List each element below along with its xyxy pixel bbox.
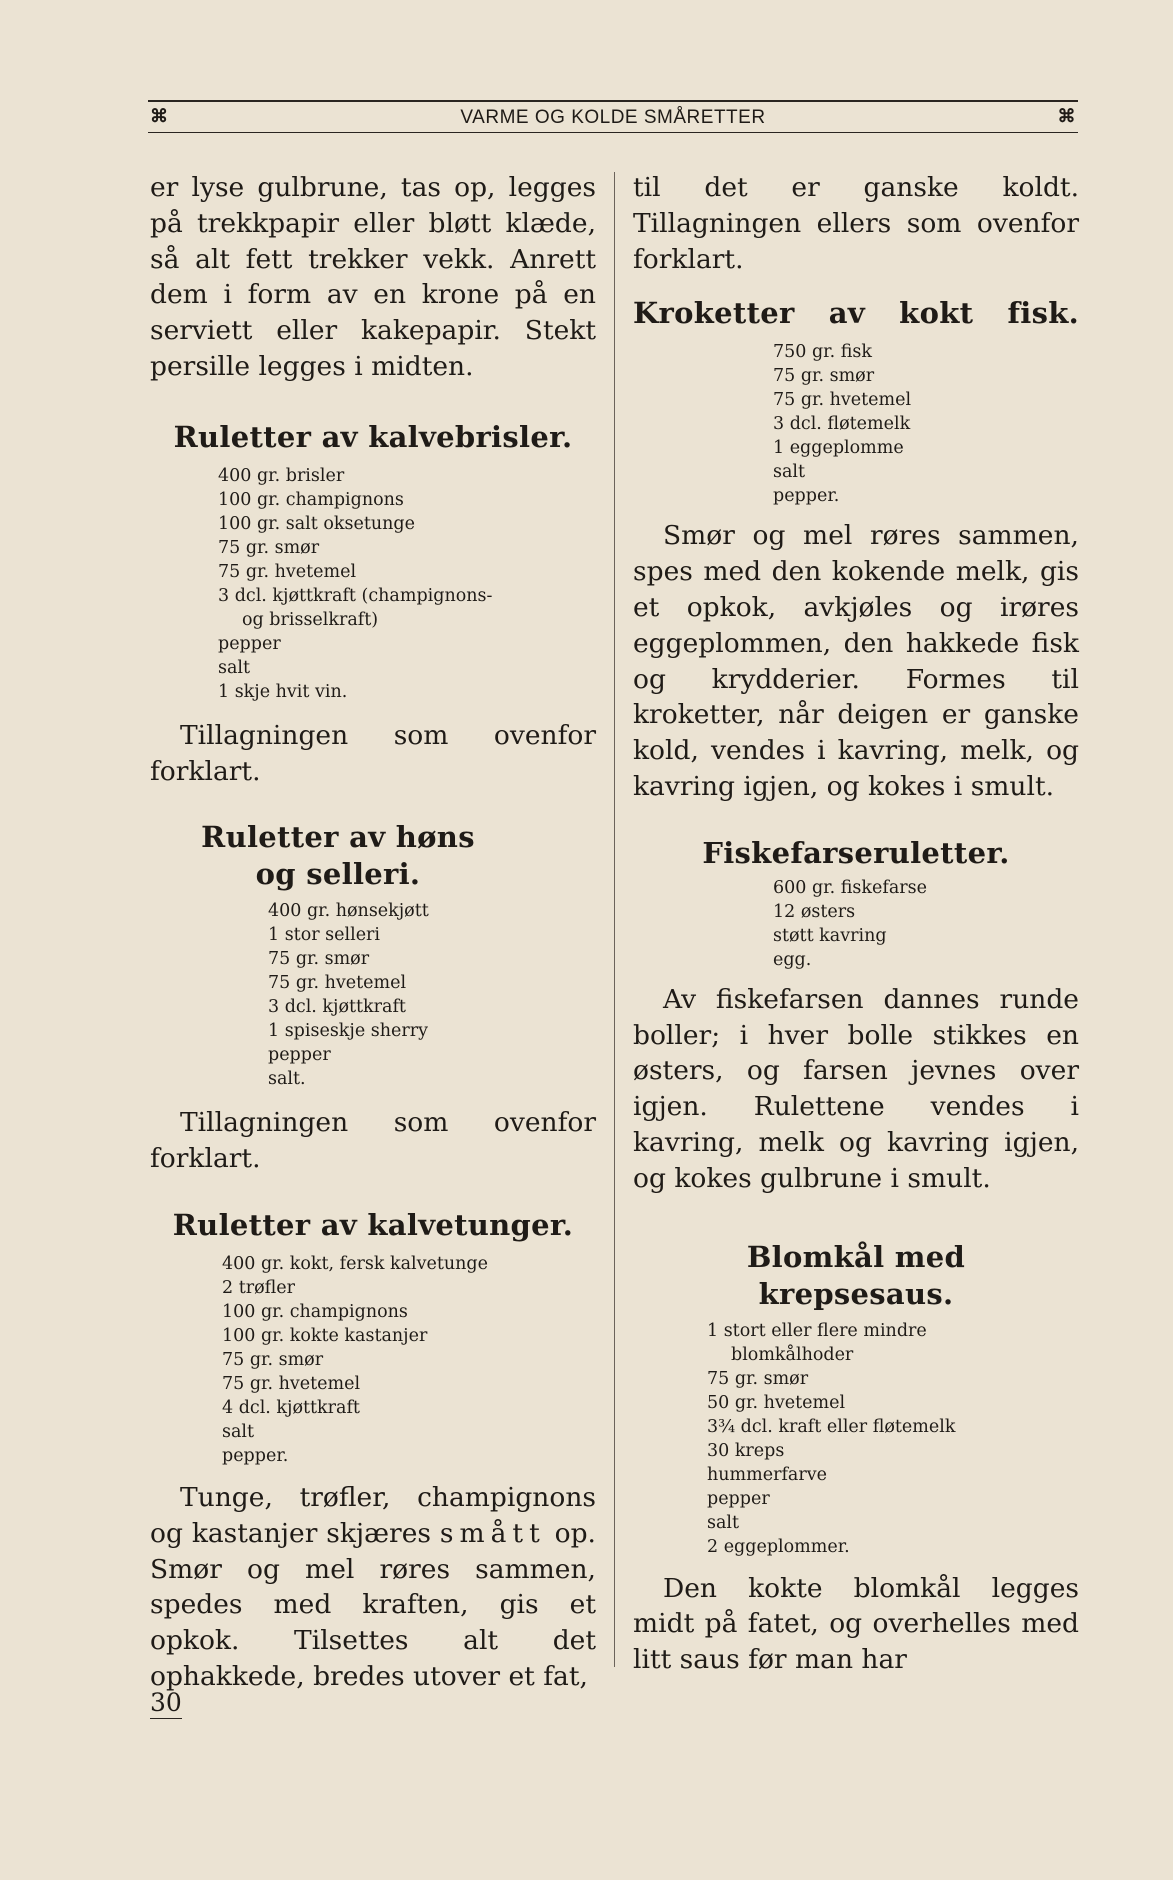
running-title: VARME OG KOLDE SMÅRETTER	[460, 107, 766, 128]
ingredient-item: 3¾ dcl. kraft eller fløtemelk	[707, 1416, 956, 1437]
recipe-title: Ruletter av høns og selleri.	[201, 820, 475, 892]
left-column	[150, 170, 596, 1695]
ingredient-item: 75 gr. hvetemel	[222, 1373, 361, 1394]
ingredient-item: pepper	[268, 1045, 331, 1066]
method-paragraph: Av fiskefarsen dannes runde boller; i hver bolle stikkes en østers, og farsen jevnes over igjen. Rulettene vendes i kavring, melk og kavring igjen, og kokes gulbrune i smult.	[633, 983, 1079, 1194]
ingredient-item: 100 gr. salt oksetunge	[218, 513, 415, 534]
ingredient-item: støtt kavring	[773, 925, 887, 946]
ingredient-item: 75 gr. smør	[773, 366, 875, 387]
ingredient-list	[268, 899, 596, 1091]
spaced-emphasis: smått	[439, 1517, 546, 1549]
ingredient-item: 75 gr. hvetemel	[218, 561, 357, 582]
recipe-title: Ruletter av kalvebrisler.	[173, 419, 573, 454]
ingredient-item: 75 gr. hvetemel	[773, 390, 912, 411]
recipe-title: Kroketter av kokt fisk.	[633, 296, 1079, 331]
ingredient-item: 3 dcl. fløtemelk	[773, 414, 911, 435]
column-divider	[614, 172, 615, 1667]
ingredient-item: 75 gr. hvetemel	[268, 973, 407, 994]
ingredient-item: 30 kreps	[707, 1440, 785, 1461]
ingredient-item: 75 gr. smør	[707, 1368, 809, 1389]
method-text: op. Smør og mel røres sammen, spedes med kraften, gis et opkok. Tilsettes alt det ophakkede, bredes utover et fat,	[150, 1517, 596, 1692]
ingredient-item: salt	[707, 1512, 740, 1533]
ingredient-item: 100 gr. kokte kastanjer	[222, 1325, 428, 1346]
intro-paragraph: til det er ganske koldt. Tillagningen ellers som ovenfor forklart.	[633, 172, 1079, 275]
ingredient-item: pepper	[218, 633, 281, 654]
ingredient-item: pepper	[707, 1488, 770, 1509]
intro-paragraph: er lyse gulbrune, tas op, legges på trekkpapir eller bløtt klæde, så alt fett trekker vekk. Anrett dem i form av en krone på en serviett eller kakepapir. Stekt persille legges i midten.	[150, 172, 596, 382]
page-number: 30	[150, 1688, 182, 1717]
ingredient-item: og brisselkraft)	[242, 609, 379, 630]
ingredient-item: 3 dcl. kjøttkraft	[268, 997, 406, 1018]
ingredient-item: egg.	[773, 949, 812, 970]
recipe-title: Blomkål med krepsesaus.	[746, 1239, 966, 1311]
running-header	[148, 100, 1078, 133]
ornament-right-icon: ⌘	[1057, 106, 1076, 126]
ingredient-item: pepper.	[222, 1445, 289, 1466]
method-paragraph: Tillagningen som ovenfor forklart.	[150, 1107, 596, 1175]
ingredient-list	[707, 1319, 1079, 1559]
ingredient-item: salt	[218, 657, 251, 678]
method-paragraph: Smør og mel røres sammen, spes med den kokende melk, gis et opkok, avkjøles og irøres eggeplommen, den hakkede fisk og krydderier. Formes til kroketter, når deigen er ganske kold, vendes i kavring, melk, og kavring igjen, og kokes i smult.	[633, 520, 1079, 802]
ingredient-item: 4 dcl. kjøttkraft	[222, 1397, 360, 1418]
ingredient-item: salt	[222, 1421, 255, 1442]
ingredient-item: 75 gr. smør	[268, 949, 370, 970]
ingredient-item: hummerfarve	[707, 1464, 827, 1485]
right-column	[633, 170, 1079, 1678]
ingredient-item: 12 østers	[773, 901, 856, 922]
recipe-title: Fiskefarseruletter.	[702, 835, 1010, 870]
ingredient-item: salt	[773, 462, 806, 483]
method-paragraph	[150, 1480, 596, 1695]
ingredient-list	[218, 464, 596, 704]
ingredient-item: 400 gr. kokt, fersk kalvetunge	[222, 1253, 488, 1274]
method-paragraph: Tillagningen som ovenfor forklart.	[150, 719, 596, 787]
ingredient-item: 75 gr. smør	[222, 1349, 324, 1370]
ingredient-item: 1 spiseskje sherry	[268, 1021, 428, 1042]
ingredient-item: 1 stort eller flere mindre	[707, 1320, 927, 1341]
ingredient-item: 1 skje hvit vin.	[218, 681, 348, 702]
ingredient-item: 100 gr. champignons	[222, 1301, 408, 1322]
ingredient-item: 750 gr. fisk	[773, 342, 872, 363]
ingredient-item: blomkålhoder	[731, 1344, 854, 1365]
method-paragraph: Den kokte blomkål legges midt på fatet, og overhelles med litt saus før man har	[633, 1572, 1079, 1676]
ingredient-item: 400 gr. brisler	[218, 465, 345, 486]
ingredient-item: 400 gr. hønsekjøtt	[268, 901, 429, 922]
method-text: Tunge, trøfler, champignons og kastanjer skjæres	[150, 1481, 596, 1549]
ingredient-list	[773, 876, 1079, 972]
ingredient-item: 1 stor selleri	[268, 925, 381, 946]
ingredient-item: 50 gr. hvetemel	[707, 1392, 846, 1413]
ingredient-item: 75 gr. smør	[218, 537, 320, 558]
ingredient-item: 3 dcl. kjøttkraft (champignons-	[218, 585, 493, 606]
ornament-left-icon: ⌘	[150, 106, 169, 126]
ingredient-item: 2 eggeplommer.	[707, 1536, 850, 1557]
ingredient-list	[222, 1252, 596, 1468]
ingredient-item: salt.	[268, 1069, 306, 1090]
ingredient-item: 1 eggeplomme	[773, 438, 904, 459]
ingredient-item: 100 gr. champignons	[218, 489, 404, 510]
ingredient-item: 600 gr. fiskefarse	[773, 877, 927, 898]
ingredient-list	[773, 340, 1079, 508]
ingredient-item: 2 trøfler	[222, 1277, 296, 1298]
recipe-title: Ruletter av kalvetunger.	[172, 1207, 574, 1242]
ingredient-item: pepper.	[773, 486, 840, 507]
